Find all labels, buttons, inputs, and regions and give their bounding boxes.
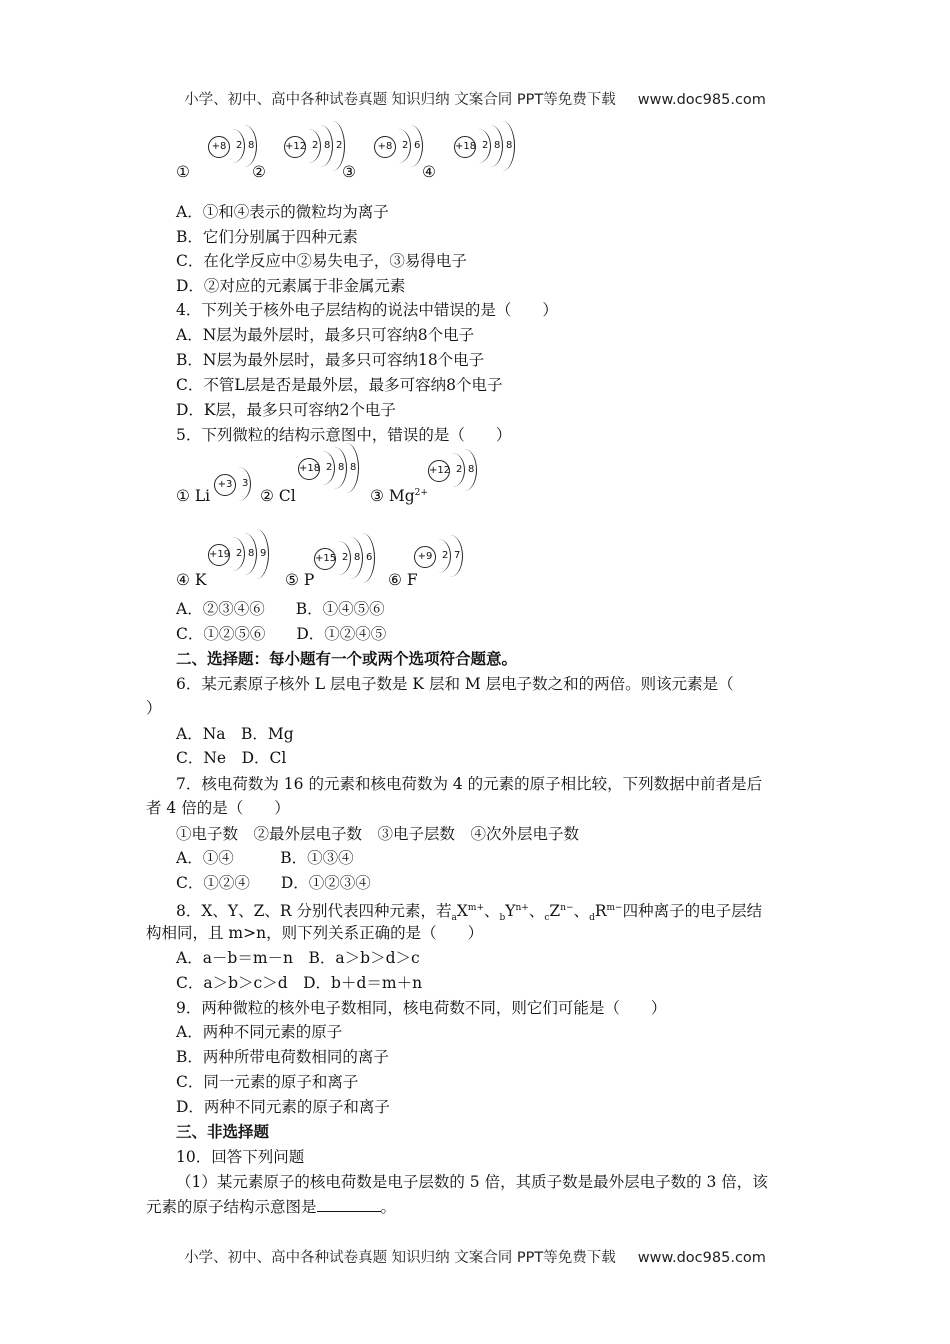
q7-items: ①电子数 ②最外层电子数 ③电子层数 ④次外层电子数 [176,825,580,843]
q10-stem: 10．回答下列问题 [176,1148,305,1166]
particle-label [285,571,314,589]
q4-option-a: A．N层为最外层时，最多只可容纳8个电子 [176,326,475,344]
atom-diagram [410,444,540,504]
electron-count: 2 [336,140,343,151]
electron-count: 6 [366,552,373,563]
q4-option-c: C．不管L层是否是最外层，最多可容纳8个电子 [176,376,503,394]
q6-stem-line1: 6．某元素原子核外 L 层电子数是 K 层和 M 层电子数之和的两倍。则该元素是（ [176,675,734,693]
q8-stem-end: 四种离子的电子层结 [622,902,763,921]
element-symbol: Li [194,487,211,505]
q4-option-b: B．N层为最外层时，最多只可容纳18个电子 [176,351,485,369]
section-2-title: 二、选择题：每小题有一个或两个选项符合题意。 [176,649,518,668]
diagram-mark: ② [260,487,279,505]
q5-option-cd: C．①②⑤⑥ D．①②④⑤ [176,625,387,643]
q7-option-cd: C．①②④ D．①②③④ [176,874,371,892]
q3-option-c: C．在化学反应中②易失电子，③易得电子 [176,252,467,270]
diagram-mark: ④ [422,163,436,181]
electron-count: 8 [248,140,255,151]
q9-option-a: A．两种不同元素的原子 [176,1023,343,1041]
q6-option-cd: C．Ne D．Cl [176,749,287,767]
electron-count: 2 [442,550,449,561]
electron-count: 2 [402,140,409,151]
q9-option-c: C．同一元素的原子和离子 [176,1073,359,1091]
answer-blank [317,1197,381,1212]
electron-count: 8 [338,462,345,473]
q9-option-d: D．两种不同元素的原子和离子 [176,1098,390,1116]
diagram-mark: ⑥ [388,571,407,589]
q6-stem-line2: ） [146,699,162,717]
nucleus: +3 [214,474,236,496]
q8-option-cd: C．a＞b＞c＞d D．b＋d＝m＋n [176,974,423,992]
element-symbol: K [194,571,207,589]
particle-label [176,487,210,505]
q10-part1-text: 元素的原子结构示意图是 [146,1198,317,1216]
q8-option-ab: A．a－b＝m－n B．a＞b＞d＞c [176,949,420,967]
q9-option-b: B．两种所带电荷数相同的离子 [176,1048,389,1066]
q9-stem: 9．两种微粒的核外电子数相同，核电荷数不同，则它们可能是（ ） [176,999,667,1017]
nucleus: +15 [314,548,336,570]
nucleus: +9 [414,546,436,568]
q10-part1-line1: （1）某元素原子的核电荷数是电子层数的 5 倍，其质子数是最外层电子数的 3 倍，该 [176,1173,768,1191]
electron-count: 2 [482,140,489,151]
header-text: 小学、初中、高中各种试卷真题 知识归纳 文案合同 PPT等免费下载 [184,92,616,108]
q7-option-ab: A．①④ B．①③④ [176,849,354,867]
electron-count: 2 [236,140,243,151]
nucleus: +8 [374,136,396,158]
electron-count: 2 [236,548,243,559]
ion-charge: 2+ [414,487,428,498]
diagram-mark: ① [176,487,195,505]
electron-count: 8 [324,140,331,151]
q3-option-a: A．①和④表示的微粒均为离子 [176,203,389,221]
particle-label [388,571,418,589]
electron-count: 8 [354,552,361,563]
section-3-title: 三、非选择题 [176,1122,270,1141]
diagram-mark: ⑤ [285,571,304,589]
q5-stem: 5．下列微粒的结构示意图中，错误的是（ ） [176,426,512,444]
electron-count: 9 [260,548,267,559]
electron-count: 2 [326,462,333,473]
nucleus: +19 [208,544,230,566]
electron-count: 8 [350,462,357,473]
q7-stem-line1: 7．核电荷数为 16 的元素和核电荷数为 4 的元素的原子相比较，下列数据中前者是后 [176,775,763,793]
particle-label [370,487,428,505]
nucleus: +8 [208,136,230,158]
q8-stem-start: 8．X、Y、Z、R 分别代表四种元素，若 [176,902,452,921]
header-url[interactable]: www.doc985.com [637,92,766,108]
particle-label [260,487,296,505]
footer-url[interactable]: www.doc985.com [637,1250,766,1266]
electron-count: 2 [342,552,349,563]
element-symbol: P [303,571,315,589]
electron-count: 3 [242,478,249,489]
electron-count: 8 [506,140,513,151]
diagram-mark: ③ [342,163,356,181]
q4-stem: 4．下列关于核外电子层结构的说法中错误的是（ ） [176,301,558,319]
nucleus: +18 [298,458,320,480]
element-symbol: F [406,571,418,589]
particle-label [176,571,206,589]
diagram-mark: ④ [176,571,195,589]
page-header [0,88,950,109]
q4-option-d: D．K层，最多只可容纳2个电子 [176,401,396,419]
electron-count: 2 [312,140,319,151]
q10-part1-end: 。 [380,1198,397,1216]
q5-option-ab: A．②③④⑥ B．①④⑤⑥ [176,600,385,618]
nucleus: +12 [428,460,450,482]
q8-stem-line2: 构相同，且 m>n，则下列关系正确的是（ ） [146,924,484,942]
electron-count: 8 [494,140,501,151]
q6-option-ab: A．Na B．Mg [176,725,294,743]
element-symbol: Mg [388,487,415,505]
electron-count: 6 [414,140,421,151]
footer-text: 小学、初中、高中各种试卷真题 知识归纳 文案合同 PPT等免费下载 [184,1250,616,1266]
q7-stem-line2: 者 4 倍的是（ ） [146,799,290,817]
nucleus: +18 [454,136,476,158]
electron-count: 8 [468,464,475,475]
electron-count: 2 [456,464,463,475]
page-footer [0,1246,950,1267]
element-symbol: Cl [278,487,296,505]
q3-option-d: D．②对应的元素属于非金属元素 [176,277,406,295]
q10-part1-line2 [146,1197,396,1217]
nucleus: +12 [284,136,306,158]
atom-diagram [436,120,566,180]
q3-option-b: B．它们分别属于四种元素 [176,228,358,246]
diagram-mark: ② [252,163,266,181]
electron-count: 8 [248,548,255,559]
diagram-mark: ③ [370,487,389,505]
q8-ions: $_aX^{m+}$、$_bY^{n+}$、$_cZ^{n-}$、$_dR^{m-}$ [451,902,623,924]
diagram-mark: ① [176,163,190,181]
electron-count: 7 [454,550,461,561]
